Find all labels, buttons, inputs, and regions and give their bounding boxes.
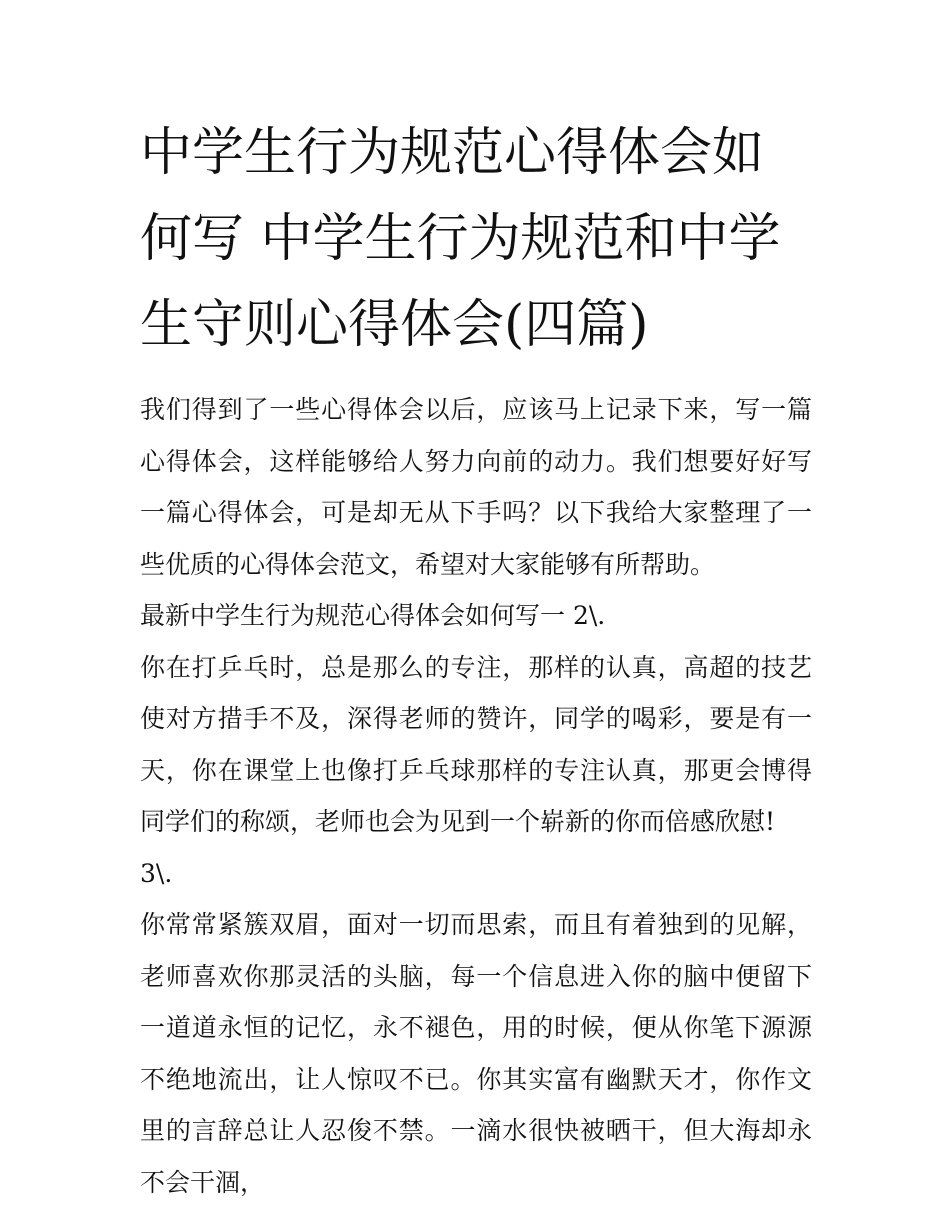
body-paragraph: 你常常紧簇双眉，面对一切而思索，而且有着独到的见解，老师喜欢你那灵活的头脑，每一个信息进入你的脑中便留下一道道永恒的记忆，永不褪色，用的时候，便从你笔下源源不绝地流出，让人惊叹不已。你其实富有幽默天才，你作文里的言辞总让人忍俊不禁。一滴水很快被晒干，但大海却永不会干涸， [140,910,812,1197]
document-body [140,110,812,1208]
intro-paragraph: 我们得到了一些心得体会以后，应该马上记录下来，写一篇心得体会，这样能够给人努力向前的动力。我们想要好好写一篇心得体会，可是却无从下手吗？以下我给大家整理了一些优质的心得体会范文，希望对大家能够有所帮助。 [140,395,812,579]
section-heading: 最新中学生行为规范心得体会如何写一 2\. [140,601,606,630]
document-title: 中学生行为规范心得体会如何写 中学生行为规范和中学生守则心得体会(四篇) [140,123,781,355]
body-paragraph: 你在打乒乓时，总是那么的专注，那样的认真，高超的技艺使对方措手不及，深得老师的赞许，同学的喝彩，要是有一天，你在课堂上也像打乒乓球那样的专注认真，那更会博得同学们的称颂，老师也会为见到一个崭新的你而倍感欣慰! [140,652,812,836]
section-number: 3\. [140,858,173,888]
